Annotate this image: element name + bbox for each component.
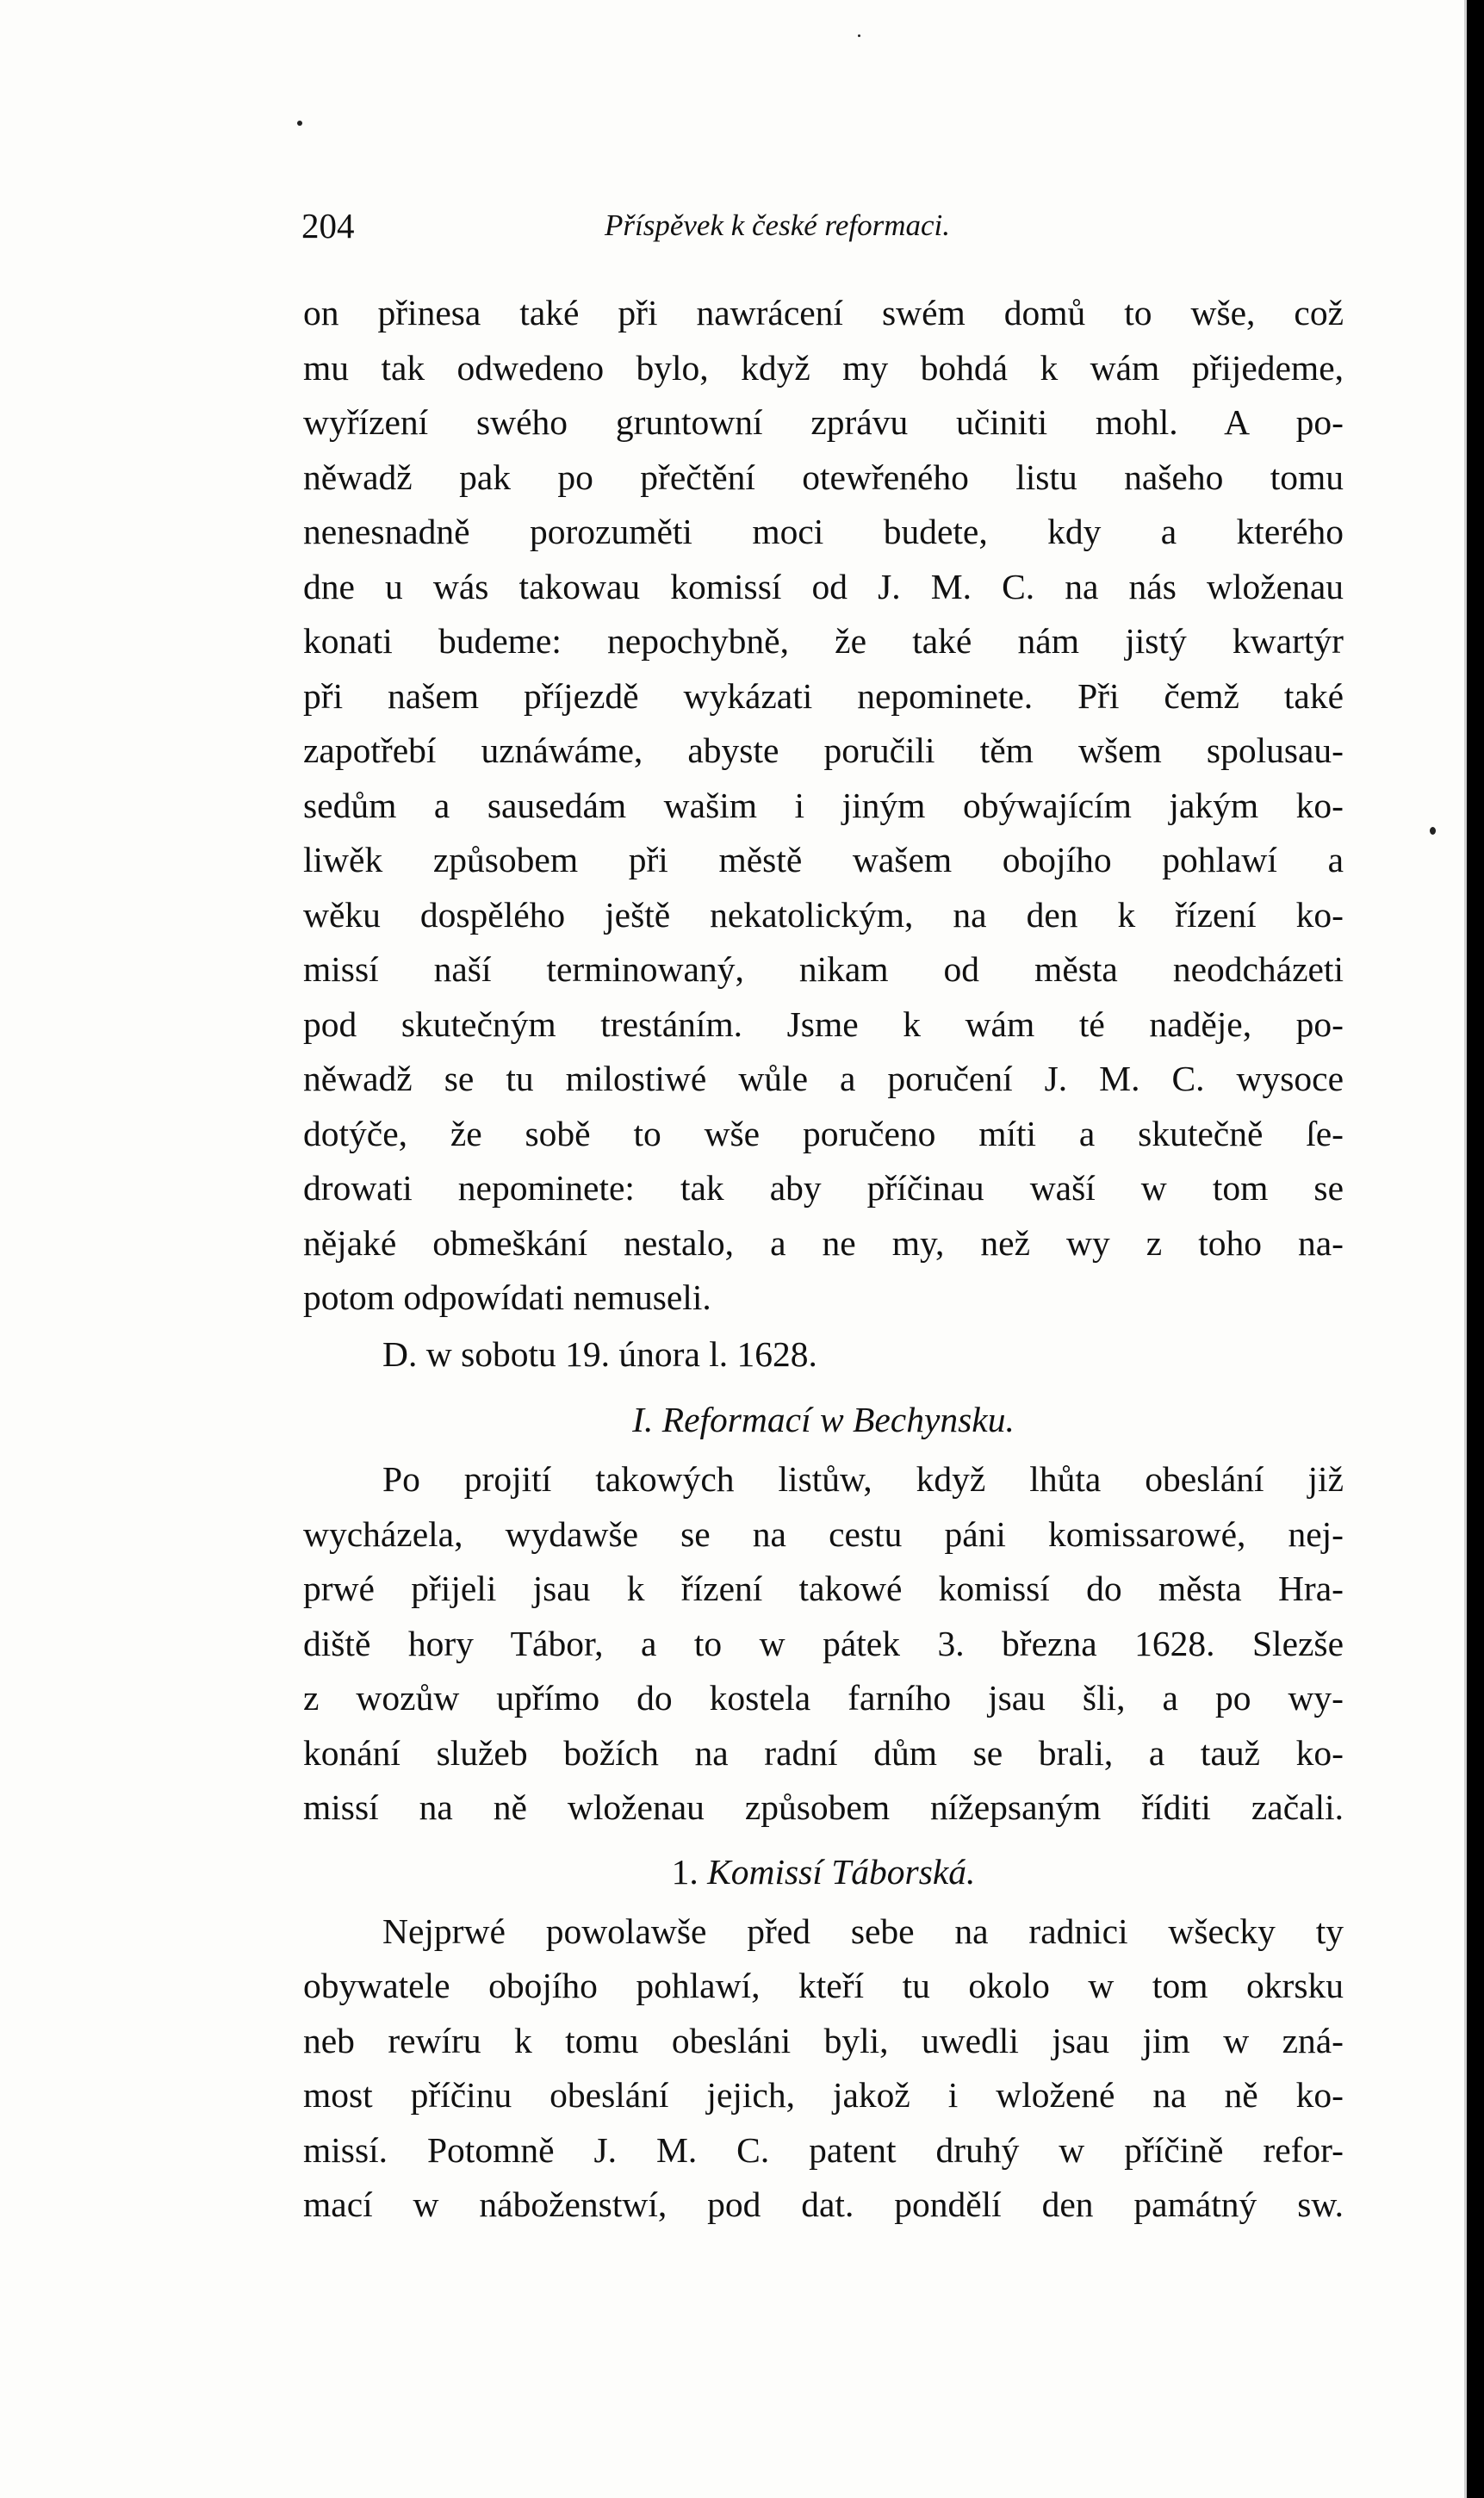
text-line: diště hory Tábor, a to w pátek 3. března 1628. Slezše (303, 1623, 1344, 1663)
text-line: liwěk způsobem při městě wašem obojího pohlawí a (303, 840, 1344, 879)
text-line: něwadž pak po přečtění otewřeného listu našeho tomu (303, 457, 1344, 497)
text-line: missí. Potomně J. M. C. patent druhý w příčině refor- (303, 2129, 1344, 2170)
text-line: most příčinu obeslání jejich, jakož i wložené na ně ko- (303, 2075, 1344, 2115)
text-line: zapotřebí uznáwáme, abyste poručili těm wšem spolusau- (303, 730, 1344, 770)
ink-speck (858, 34, 860, 37)
text-line: Po projití takowých listůw, když lhůta obeslání již (382, 1459, 1344, 1499)
ink-speck (1430, 827, 1436, 835)
text-line: konati budeme: nepochybně, že také nám jistý kwartýr (303, 621, 1344, 661)
text-line: sedům a sausedám wašim i jiným obýwajícím jakým ko- (303, 785, 1344, 825)
paragraph-letter-end (303, 286, 1344, 1326)
running-title: Příspěvek k české reformaci. (605, 208, 951, 242)
subsection-number: 1. (671, 1851, 699, 1892)
ink-speck (297, 121, 302, 126)
text-line: pod skutečným trestáním. Jsme k wám té naděje, po- (303, 1004, 1344, 1044)
text-line: potom odpowídati nemuseli. (303, 1277, 711, 1317)
subsection-title: Komissí Táborská. (707, 1851, 976, 1892)
text-line: mací w náboženstwí, pod dat. pondělí den památný sw. (303, 2184, 1344, 2224)
page-header (301, 205, 1344, 257)
text-line: dotýče, že sobě to wše poručeno míti a skutečně ſe- (303, 1113, 1344, 1153)
text-line: obywatele obojího pohlawí, kteří tu okolo w tom okrsku (303, 1966, 1344, 2005)
text-line: wyřízení swého gruntowní zprávu učiniti mohl. A po- (303, 402, 1344, 442)
text-line: nenesnadně porozuměti moci budete, kdy a kterého (303, 512, 1344, 551)
section-heading: I. Reformací w Bechynsku. (632, 1400, 1015, 1439)
text-line: wěku dospělého ještě nekatolickým, na den k řízení ko- (303, 894, 1344, 935)
text-line: nějaké obmeškání nestalo, a ne my, než wy z toho na- (303, 1222, 1344, 1263)
text-line: něwadž se tu milostiwé wůle a poručení J. M. C. wysoce (303, 1059, 1344, 1098)
text-line: mu tak odwedeno bylo, když my bohdá k wám přijedeme, (303, 347, 1344, 388)
page-number: 204 (301, 206, 355, 245)
text-line: neb rewíru k tomu obesláni byli, uwedli jsau jim w zná- (303, 2020, 1344, 2060)
text-line: prwé přijeli jsau k řízení takowé komissí do města Hra- (303, 1569, 1344, 1608)
letter-date: D. w sobotu 19. února l. 1628. (382, 1333, 817, 1374)
text-line: Nejprwé powolawše před sebe na radnici wšecky ty (382, 1911, 1344, 1951)
text-line: drowati nepominete: tak aby příčinau waší w tom se (303, 1168, 1344, 1208)
paragraph-reformation (303, 1452, 1344, 1836)
text-line: missí na ně wloženau způsobem nížepsaným říditi začali. (303, 1787, 1344, 1827)
body-text (303, 286, 1344, 2233)
text-line: missí naší terminowaný, nikam od města neodcházeti (303, 949, 1344, 989)
text-line: z wozůw upřímo do kostela farního jsau šli, a po wy- (303, 1678, 1344, 1718)
subsection-heading (303, 1839, 1344, 1905)
text-line: wycházela, wydawše se na cestu páni komissarowé, nej- (303, 1513, 1344, 1554)
paragraph-tabor (303, 1905, 1344, 2233)
text-line: při našem příjezdě wykázati nepominete. Při čemž také (303, 675, 1344, 716)
text-line: dne u wás takowau komissí od J. M. C. na nás wloženau (303, 566, 1344, 606)
text-line: on přinesa také při nawrácení swém domů to wše, což (303, 293, 1344, 332)
text-line: konání služeb božích na radní dům se brali, a tauž ko- (303, 1732, 1344, 1773)
